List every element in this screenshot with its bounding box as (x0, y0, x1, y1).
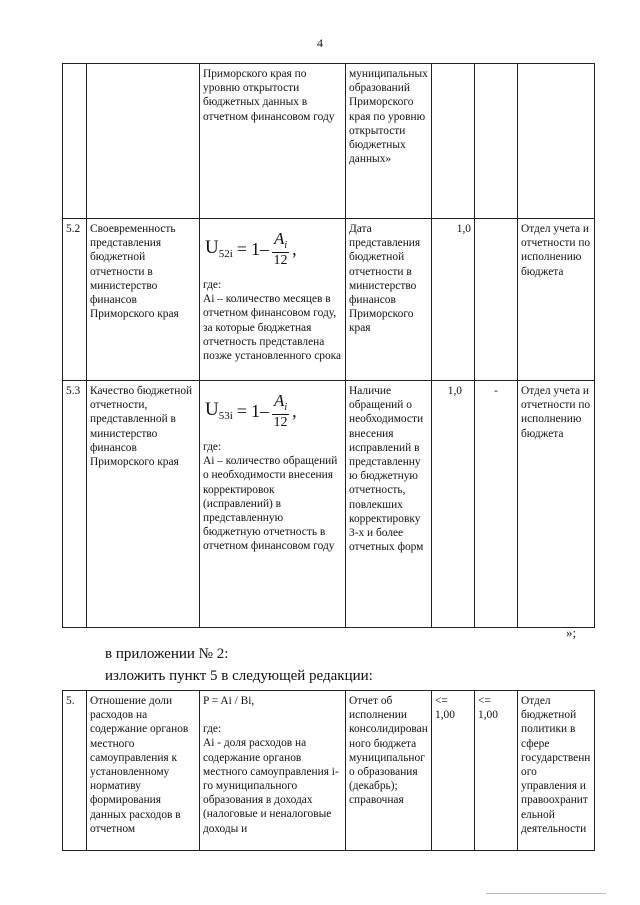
weight-value: 1,0 (432, 381, 475, 628)
footer-divider (486, 893, 606, 894)
threshold-value: <= 1,00 (475, 691, 518, 851)
formula-lhs: $U_{53i}$ (205, 399, 233, 422)
closing-quote: »; (566, 625, 577, 640)
table-row (63, 691, 595, 851)
formula: $U_{53i}$ = 1 – $\frac{A_i}{12}$ , (205, 391, 297, 430)
table-row (63, 219, 595, 381)
row-number: 5.2 (63, 219, 87, 381)
data-source: Наличие обращений о необходимости внесения исправлений в представленную бюджетную отчетность, повлекших корректировку 3-х и более отчетных форм (346, 381, 432, 628)
responsible-unit: Отдел учета и отчетности по исполнению бюджета (518, 381, 595, 628)
indicator-name: Качество бюджетной отчетности, представленной в министерство финансов Приморского края (87, 381, 200, 628)
weight-value (432, 64, 475, 219)
table-row (63, 64, 595, 219)
formula-one: 1 (250, 401, 260, 421)
table-row (63, 381, 595, 628)
formula-one: 1 (250, 239, 260, 259)
row-number (63, 64, 87, 219)
indicators-table (62, 63, 595, 628)
responsible-unit (518, 64, 595, 219)
formula-minus: – (259, 239, 269, 259)
row-number: 5. (63, 691, 87, 851)
indicator-name: Своевременность представления бюджетной отчетности в министерство финансов Приморского края (87, 219, 200, 381)
responsible-unit: Отдел учета и отчетности по исполнению бюджета (518, 219, 595, 381)
formula-cell (200, 691, 346, 851)
responsible-unit: Отдел бюджетной политики в сфере государственного управления и правоохранительной деятельности (518, 691, 595, 851)
threshold-value (475, 64, 518, 219)
formula-lhs: $U_{52i}$ (205, 237, 233, 260)
formula-cell (200, 219, 346, 381)
data-source: Отчет об исполнении консолидированного бюджета муниципального образования (декабрь); справочная (346, 691, 432, 851)
paragraph-appendix: в приложении № 2: (105, 646, 229, 662)
formula-description: Приморского края по уровню открытости бюджетных данных в отчетном финансовом году (200, 64, 346, 219)
weight-value: 1,0 (432, 219, 475, 381)
formula-description: где: Ai - доля расходов на содержание органов местного самоуправления i-го муниципального образования в доходах (налоговые и неналоговые доходы и (203, 723, 339, 835)
formula-description: где: Ai – количество обращений о необходимости внесения корректировок (исправлений) в представленную бюджетную отчетность в отчетном финансовом году (203, 441, 338, 553)
data-source: Дата представления бюджетной отчетности в министерство финансов Приморского края (346, 219, 432, 381)
page-number: 4 (317, 36, 323, 50)
indicator-name (87, 64, 200, 219)
formula: $U_{52i}$ = 1 – $\frac{A_i}{12}$ , (205, 229, 297, 268)
data-source: муниципальных образований Приморского края по уровню открытости бюджетных данных» (346, 64, 432, 219)
formula-cell (200, 381, 346, 628)
formula-fraction: $\frac{A_i}{12}$ (273, 391, 288, 430)
paragraph-instruction: изложить пункт 5 в следующей редакции: (105, 668, 373, 684)
appendix-table (62, 690, 595, 851)
formula-minus: – (259, 401, 269, 421)
threshold-value: - (475, 381, 518, 628)
threshold-value (475, 219, 518, 381)
row-number: 5.3 (63, 381, 87, 628)
target-value: <= 1,00 (432, 691, 475, 851)
formula-head: P = Ai / Bi, (203, 695, 255, 707)
formula-fraction: $\frac{A_i}{12}$ (273, 229, 288, 268)
formula-description: где: Ai – количество месяцев в отчетном финансовом году, за которые бюджетная отчетность представлена позже установленного срока (203, 279, 342, 363)
indicator-name: Отношение доли расходов на содержание органов местного самоуправления к установленному нормативу формирования данных расходов в отчетном (87, 691, 200, 851)
